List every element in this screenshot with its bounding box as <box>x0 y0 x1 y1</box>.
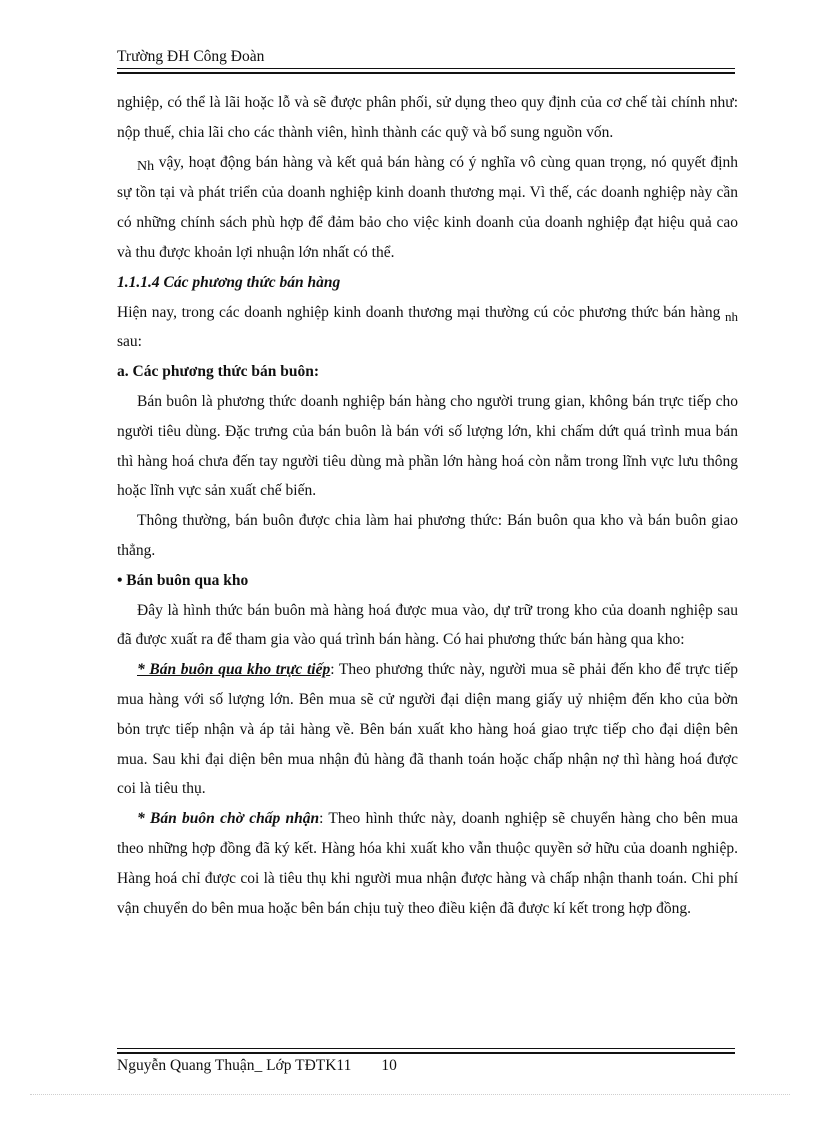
section-heading-wholesale-warehouse: • Bán buôn qua kho <box>117 571 249 589</box>
paragraph-3-sub: nh <box>725 308 738 324</box>
footer-author: Nguyễn Quang Thuận_ Lớp TĐTK11 <box>117 1057 352 1074</box>
section-heading-sales-methods: 1.1.1.4 Các phương thức bán hàng <box>117 273 341 291</box>
paragraph-4: Bán buôn là phương thức doanh nghiệp bán hàng cho người trung gian, không bán trực tiếp cho người tiêu dùng. Đặc trưng của bán buôn là bán với số lượng lớn, khi chấm dứt quá trình mua bán thì hàng hoá chưa đến tay người tiêu dùng mà phần lớn hàng hoá còn nằm trong lĩnh vực lưu thông hoặc lĩnh vực sản xuất chế biến. <box>117 392 738 500</box>
paragraph-2 <box>117 148 738 268</box>
paragraph-7-text: : Theo phương thức này, người mua sẽ phải đến kho để trực tiếp mua hàng với số lượng lớn. Bên mua sẽ cử người đại diện mang giấy uỷ nhiệm đến kho của bờn bỏn trực tiếp nhận và áp tải hàng về. Bên bán xuất kho hàng hoá giao trực tiếp cho đại diện bên mua. Sau khi đại diện bên mua nhận đủ hàng đã thanh toán hoặc chấp nhận nợ thì hàng hoá được coi là tiêu thụ. <box>117 661 738 798</box>
paragraph-3 <box>117 298 738 358</box>
paragraph-8 <box>117 804 738 923</box>
paragraph-7 <box>117 655 738 804</box>
paragraph-5: Thông thường, bán buôn được chia làm hai phương thức: Bán buôn qua kho và bán buôn giao thẳng. <box>117 512 738 559</box>
footer-rule <box>117 1048 735 1054</box>
paragraph-3-end: sau: <box>117 333 142 351</box>
paragraph-1: nghiệp, có thể là lãi hoặc lỗ và sẽ được phân phối, sử dụng theo quy định của cơ chế tài chính như: nộp thuế, chia lãi cho các thành viên, hình thành các quỹ và bổ sung nguồn vốn. <box>117 94 738 141</box>
paragraph-6: Đây là hình thức bán buôn mà hàng hoá được mua vào, dự trữ trong kho của doanh nghiệp sau đã được xuất ra để tham gia vào quá trình bán hàng. Có hai phương thức bán hàng qua kho: <box>117 601 738 649</box>
page-edge-divider <box>30 1094 790 1095</box>
paragraph-8-text: : Theo hình thức này, doanh nghiệp sẽ chuyển hàng cho bên mua theo những hợp đồng đã ký kết. Hàng hóa khi xuất kho vẫn thuộc quyền sở hữu của doanh nghiệp. Hàng hoá chỉ được coi là tiêu thụ khi người mua nhận được hàng và chấp nhận thanh toán. Chi phí vận chuyển do bên mua hoặc bên bán chịu tuỳ theo điều kiện đã được kí kết trong hợp đồng. <box>117 810 738 917</box>
footer <box>117 1057 397 1075</box>
page-number: 10 <box>381 1057 397 1074</box>
header-rule <box>117 68 735 74</box>
paragraph-3-text: Hiện nay, trong các doanh nghiệp kinh doanh thương mại thường cú cỏc phương thức bán hàng <box>117 303 725 321</box>
paragraph-2-text: vậy, hoạt động bán hàng và kết quả bán hàng có ý nghĩa vô cùng quan trọng, nó quyết định sự tồn tại và phát triển của doanh nghiệp kinh doanh thương mại. Vì thế, các doanh nghiệp này cần có những chính sách phù hợp để đảm bảo cho việc kinh doanh của doanh nghiệp đạt hiệu quả cao và thu được khoản lợi nhuận lớn nhất có thể. <box>117 153 738 261</box>
paragraph-2-prefix: Nh <box>137 158 155 174</box>
paragraph-7-label: * Bán buôn qua kho trực tiếp <box>137 661 331 679</box>
header-school-name: Trường ĐH Công Đoàn <box>117 48 265 65</box>
paragraph-8-label: * Bán buôn chờ chấp nhận <box>137 810 320 828</box>
body-content <box>117 88 738 923</box>
section-heading-wholesale: a. Các phương thức bán buôn: <box>117 363 320 381</box>
